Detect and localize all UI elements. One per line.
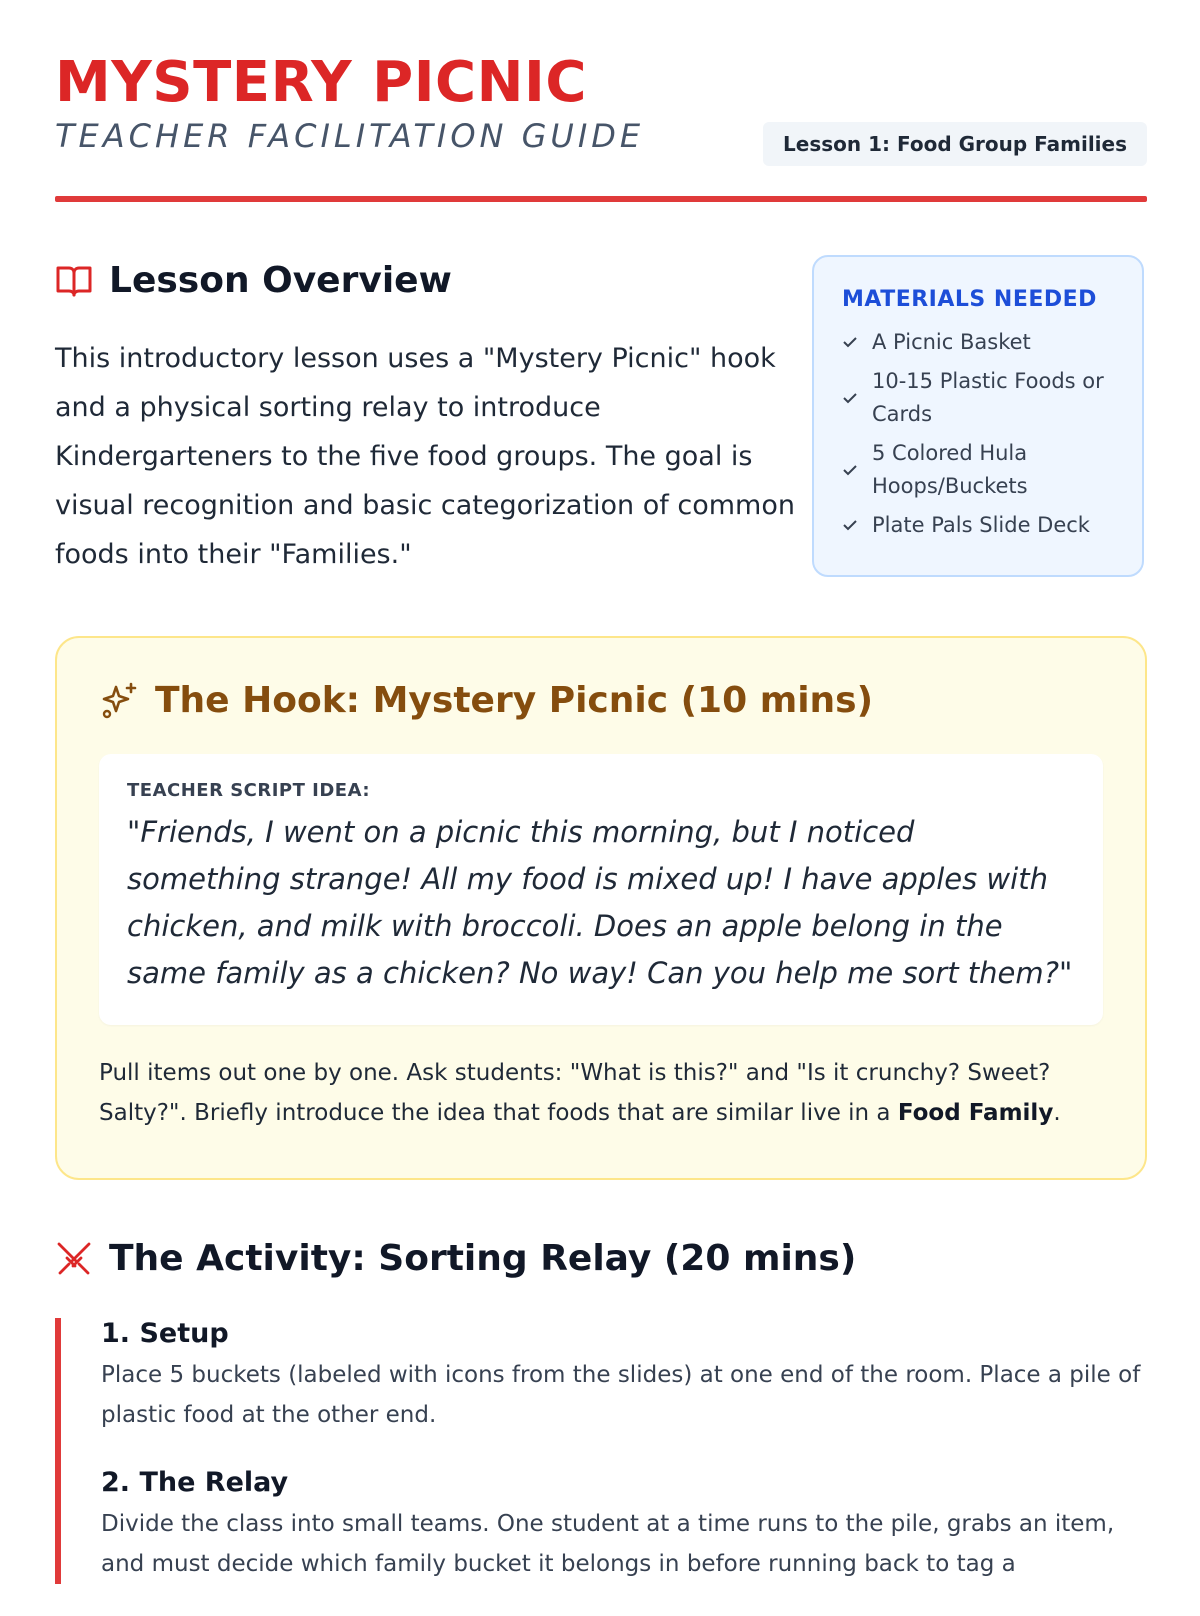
materials-item — [842, 509, 1114, 542]
activity-heading-row — [55, 1236, 1147, 1282]
book-open-icon — [55, 264, 93, 298]
teacher-script-card — [99, 754, 1103, 1025]
page-subtitle: TEACHER FACILITATION GUIDE — [55, 117, 645, 155]
materials-item-label: Plate Pals Slide Deck — [872, 513, 1090, 537]
hook-instructions — [99, 1053, 1103, 1133]
check-icon — [842, 382, 860, 415]
hook-instructions-end: . — [1053, 1100, 1061, 1126]
script-label: TEACHER SCRIPT IDEA: — [127, 780, 371, 801]
lesson-overview-section — [55, 258, 795, 579]
materials-box — [812, 255, 1144, 577]
lesson-badge: Lesson 1: Food Group Families — [763, 122, 1147, 166]
sparkles-icon — [99, 681, 139, 721]
materials-list — [842, 326, 1114, 542]
hook-section — [55, 636, 1147, 1180]
materials-item-label: 10-15 Plastic Foods or Cards — [872, 369, 1104, 426]
step-text: Divide the class into small teams. One student at a time runs to the pile, grabs an item, and must decide which family bucket it belongs in before running back to tag a — [101, 1511, 1115, 1577]
materials-heading: MATERIALS NEEDED — [842, 287, 1097, 312]
check-icon — [842, 326, 860, 359]
page-header — [55, 50, 1147, 156]
activity-heading: The Activity: Sorting Relay (20 mins) — [109, 1238, 857, 1279]
activity-step — [101, 1467, 1147, 1584]
hook-heading-row — [99, 678, 1103, 724]
materials-item — [842, 437, 1114, 503]
check-icon — [842, 454, 860, 487]
step-title: 1. Setup — [101, 1318, 229, 1349]
hook-heading: The Hook: Mystery Picnic (10 mins) — [155, 680, 874, 721]
check-icon — [842, 509, 860, 542]
header-divider — [55, 196, 1147, 202]
step-title: 2. The Relay — [101, 1467, 289, 1498]
materials-item-label: 5 Colored Hula Hoops/Buckets — [872, 441, 1028, 498]
activity-step — [101, 1318, 1147, 1435]
materials-item-label: A Picnic Basket — [872, 330, 1031, 354]
swords-icon — [55, 1240, 93, 1278]
overview-body: This introductory lesson uses a "Mystery Picnic" hook and a physical sorting relay to introduce Kindergarteners to the five food groups. The goal is visual recognition and basic categorization of common foods into their "Families." — [55, 343, 795, 570]
hook-instructions-text: Pull items out one by one. Ask students: "What is this?" and "Is it crunchy? Sweet? Salty?". Briefly introduce the idea that foods that are similar live in a — [99, 1060, 1051, 1126]
overview-heading-row — [55, 258, 795, 304]
materials-item — [842, 365, 1114, 431]
activity-steps — [55, 1318, 1147, 1584]
activity-section — [55, 1236, 1147, 1616]
overview-heading: Lesson Overview — [109, 260, 452, 301]
food-family-term: Food Family — [897, 1100, 1054, 1126]
page-title: MYSTERY PICNIC — [55, 50, 587, 115]
step-text: Place 5 buckets (labeled with icons from the slides) at one end of the room. Place a pile of plastic food at the other end. — [101, 1362, 1141, 1428]
materials-item — [842, 326, 1114, 359]
script-text: "Friends, I went on a picnic this morning, but I noticed something strange! All my food is mixed up! I have apples with chicken, and milk with broccoli. Does an apple belong in the same family as a chicken? No way! Can you help me sort them?" — [127, 815, 1073, 990]
